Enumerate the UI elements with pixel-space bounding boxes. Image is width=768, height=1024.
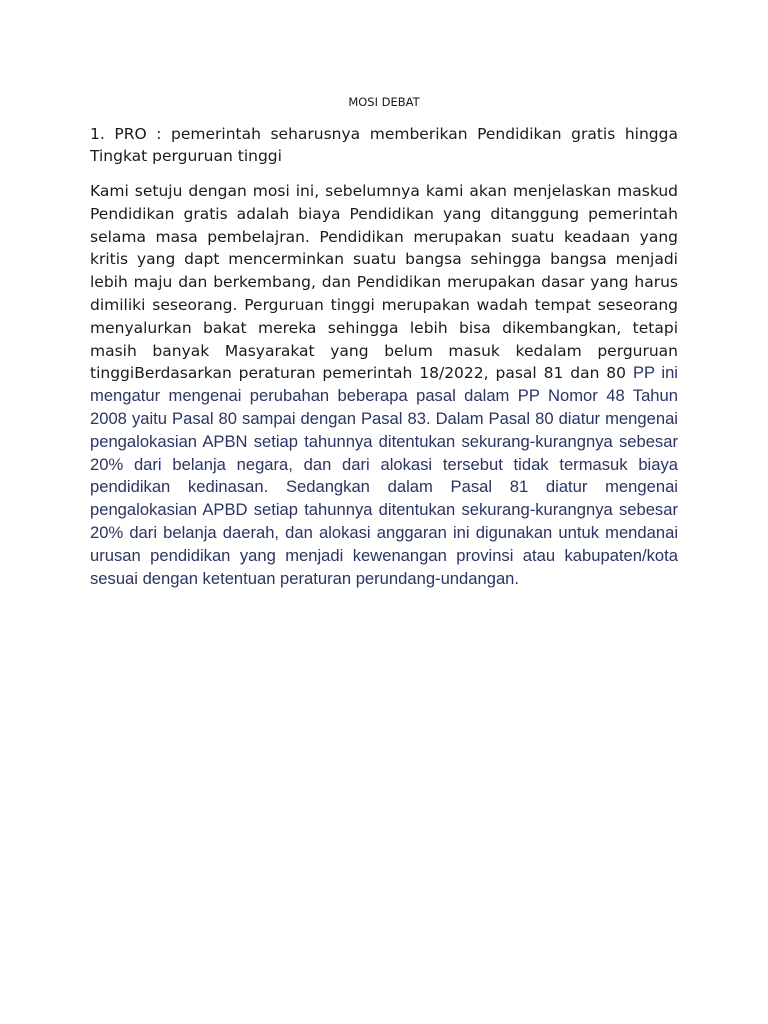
argument-text-part1: Kami setuju dengan mosi ini, sebelumnya kami akan menjelaskan maskud Pendidikan gratis adalah biaya Pendidikan yang ditanggung pemerintah selama masa pembelajran. Pendidikan merupakan suatu keadaan yang kritis yang dapt mencerminkan suatu bangsa sehingga bangsa menjadi lebih maju dan berkembang, dan Pendidikan merupakan dasar yang harus dimiliki seseorang. Perguruan tinggi merupakan wadah tempat seseorang menyalurkan bakat mereka sehingga lebih bisa dikembangkan, tetapi masih banyak Masyarakat yang belum masuk kedalam perguruan tinggiBerdasarkan peraturan pemerintah 18/2022, pasal 81 dan 80 [90, 182, 678, 383]
debate-motion: 1. PRO : pemerintah seharusnya memberikan Pendidikan gratis hingga Tingkat perguruan tinggi [90, 125, 678, 165]
document-title: MOSI DEBAT [348, 95, 420, 109]
argument-text-part2: PP ini mengatur mengenai perubahan beberapa pasal dalam PP Nomor 48 Tahun 2008 yaitu Pasal 80 sampai dengan Pasal 83. Dalam Pasal 80 diatur mengenai pengalokasian APBN setiap tahunnya ditentukan sekurang-kurangnya sebesar 20% dari belanja negara, dan dari alokasi tersebut tidak termasuk biaya pendidikan kedinasan. Sedangkan dalam Pasal 81 diatur mengenai pengalokasian APBD setiap tahunnya ditentukan sekurang-kurangnya sebesar 20% dari belanja daerah, dan alokasi anggaran ini digunakan untuk mendanai urusan pendidikan yang menjadi kewenangan provinsi atau kabupaten/kota sesuai dengan ketentuan peraturan perundang-undangan. [90, 363, 678, 588]
argument-paragraph [90, 180, 678, 590]
